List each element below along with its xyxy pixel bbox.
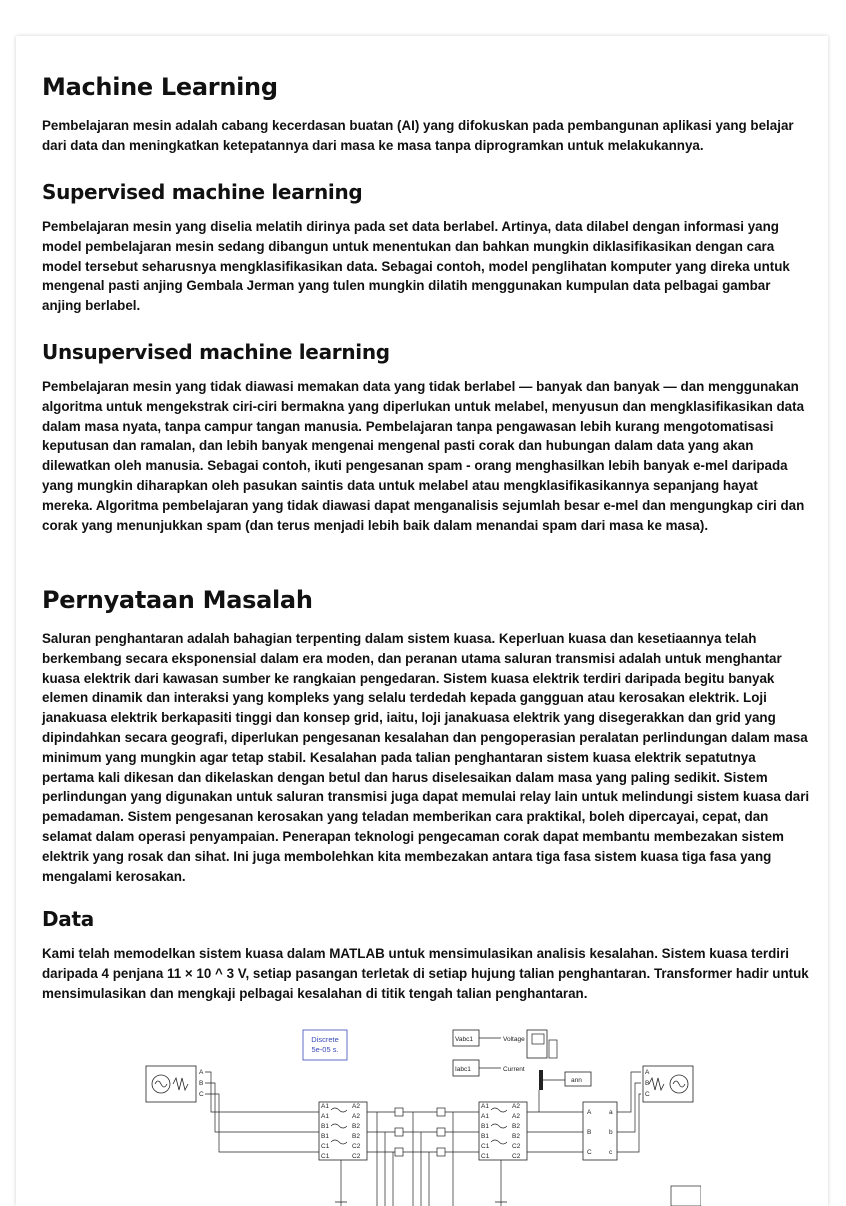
port-label: A2: [512, 1103, 520, 1110]
port-label: B2: [352, 1133, 360, 1140]
transformer-left: [319, 1102, 367, 1160]
port-a-label: A: [645, 1069, 650, 1076]
section-unsupervised: [42, 339, 810, 535]
port-label: B1: [321, 1133, 329, 1140]
port-label: A1: [481, 1103, 489, 1110]
section-body: Pembelajaran mesin yang tidak diawasi memakan data yang tidak berlabel — banyak dan banyak — dan menggunakan algoritma untuk mengekstrak ciri-ciri bermakna yang diperlukan untuk melabel, menyusun dan mengklasifikasikan data dalam masa nyata, tanpa campur tangan manusia. Pembelajaran tanpa pengawasan lebih kurang mengotomatisasi keputusan dan ramalan, dan lebih banyak mengenai mengenal pasti corak dan hubungan dalam data yang akan dilewatkan oleh manusia. Sebagai contoh, ikuti pengesanan spam - orang menghasilkan lebih banyak e-mel daripada yang mungkin diharapkan oleh pasukan saintis data untuk melabel atau mengklasifikasikannya sepanjang hayat mereka. Algoritma pembelajaran yang tidak diawasi dapat menganalisis sejumlah besar e-mel dan mengungkap ciri dan corak yang menunjukkan spam (dan terus menjadi lebih baik dalam menandai spam dari masa ke masa).: [42, 379, 805, 533]
left-source-block: [146, 1066, 204, 1102]
section-heading: Supervised machine learning: [42, 180, 363, 204]
iabc-label: Iabc1: [455, 1066, 471, 1073]
section-problem-statement: [42, 585, 810, 886]
discrete-block: [303, 1030, 347, 1060]
voltage-label: Voltage: [503, 1036, 525, 1043]
port-label: B1: [321, 1123, 329, 1130]
right-source-block: [643, 1066, 693, 1102]
breaker-block: [583, 1102, 617, 1160]
port-b-label: B: [645, 1080, 650, 1087]
section-supervised: [42, 179, 810, 316]
port-label: A1: [321, 1103, 329, 1110]
port-label: C2: [352, 1143, 361, 1150]
section-heading: Machine Learning: [42, 73, 278, 101]
wires: [205, 1072, 641, 1206]
port-label: B1: [481, 1123, 489, 1130]
discrete-step-label: 5e-05 s.: [311, 1045, 339, 1054]
vabc-label: Vabc1: [455, 1036, 473, 1043]
port-label: B2: [352, 1123, 360, 1130]
port-label: C2: [512, 1153, 521, 1160]
port-b-label: B: [199, 1080, 204, 1087]
port-label: A2: [512, 1113, 520, 1120]
port-label: C2: [512, 1143, 521, 1150]
port-label: A1: [321, 1113, 329, 1120]
port-label: B2: [512, 1123, 520, 1130]
port-b-out-label: b: [609, 1129, 613, 1136]
port-label: C1: [481, 1143, 490, 1150]
port-c-label: C: [645, 1091, 650, 1098]
current-label: Current: [503, 1066, 525, 1073]
port-c-label: C: [199, 1091, 204, 1098]
simulink-diagram: [141, 1026, 701, 1206]
port-label: B2: [512, 1133, 520, 1140]
section-heading: Unsupervised machine learning: [42, 340, 390, 364]
section-body: Kami telah memodelkan sistem kuasa dalam MATLAB untuk mensimulasikan analisis kesalahan. Sistem kuasa terdiri daripada 4 penjana 11 × 10 ^ 3 V, setiap pasangan terletak di setiap hujung talian penghantaran. Transformer hadir untuk mensimulasikan dan mengkaji pelbagai kesalahan di titik tengah talian penghantaran.: [42, 946, 809, 1001]
transformer-right: [479, 1102, 527, 1160]
port-label: C2: [352, 1153, 361, 1160]
scope-block: [671, 1186, 701, 1206]
port-label: A2: [352, 1113, 360, 1120]
port-label: A1: [481, 1113, 489, 1120]
measurement-blocks: [453, 1030, 591, 1090]
section-heading: Data: [42, 907, 94, 931]
port-b-label: B: [587, 1129, 592, 1136]
ann-label: ann: [571, 1077, 582, 1084]
port-a-out-label: a: [609, 1109, 613, 1116]
document-page: [16, 36, 828, 1206]
section-body: Saluran penghantaran adalah bahagian terpenting dalam sistem kuasa. Keperluan kuasa dan kesetiaannya telah berkembang secara eksponensial dalam era moden, dan peranan utama saluran transmisi adalah untuk menghantar kuasa elektrik dari kawasan sumber ke rangkaian pengedaran. Sistem kuasa elektrik terdiri daripada begitu banyak elemen dinamik dan interaksi yang kompleks yang selalu terdedah kepada gangguan atau kerosakan elektrik. Loji janakuasa elektrik berkapasiti tinggi dan konsep grid, iaitu, loji janakuasa elektrik yang disegerakkan dan grid yang dipindahkan secara geografi, diperlukan pengesanan kesalahan dan pengoperasian peralatan perlindungan dalam masa minimum yang mungkin agar tetap stabil. Kesalahan pada talian penghantaran sistem kuasa elektrik sepatutnya pertama kali dikesan dan dikelaskan dengan betul dan harus diselesaikan dalam masa yang paling sedikit. Sistem perlindungan yang digunakan untuk saluran transmisi juga dapat memulai relay lain untuk melindungi sistem kuasa dari pemadaman. Sistem pengesanan kerosakan yang teladan memberikan cara praktikal, boleh dipercayai, cepat, dan selamat dalam operasi penyampaian. Penerapan teknologi pengecaman corak dapat membantu membezakan sistem elektrik yang rosak dan sihat. Ini juga membolehkan kita membezakan antara tiga fasa sistem kuasa tiga fasa yang mengalami kerosakan.: [42, 631, 810, 884]
port-label: C1: [321, 1143, 330, 1150]
port-label: C1: [481, 1153, 490, 1160]
port-c-label: C: [587, 1149, 592, 1156]
section-data: [42, 906, 810, 1003]
port-label: A2: [352, 1103, 360, 1110]
section-heading: Pernyataan Masalah: [42, 586, 313, 614]
port-c-out-label: c: [609, 1149, 613, 1156]
section-machine-learning: [42, 72, 810, 156]
section-body: Pembelajaran mesin yang diselia melatih dirinya pada set data berlabel. Artinya, data dilabel dengan informasi yang model pembelajaran mesin sedang dibangun untuk menentukan dan bahkan mungkin diklasifikasikan dengan cara model tersebut seharusnya mengklasifikasikan data. Sebagai contoh, model penglihatan komputer yang direka untuk mengenal pasti anjing Gembala Jerman yang tulen mungkin dilatih menggunakan kumpulan data pelbagai gambar anjing berlabel.: [42, 219, 790, 314]
discrete-label: Discrete: [311, 1035, 339, 1044]
section-body: Pembelajaran mesin adalah cabang kecerdasan buatan (AI) yang difokuskan pada pembangunan aplikasi yang belajar dari data dan meningkatkan ketepatannya dari masa ke masa tanpa diprogramkan untuk melakukannya.: [42, 118, 794, 153]
port-a-label: A: [587, 1109, 592, 1116]
port-label: B1: [481, 1133, 489, 1140]
port-label: C1: [321, 1153, 330, 1160]
port-a-label: A: [199, 1069, 204, 1076]
